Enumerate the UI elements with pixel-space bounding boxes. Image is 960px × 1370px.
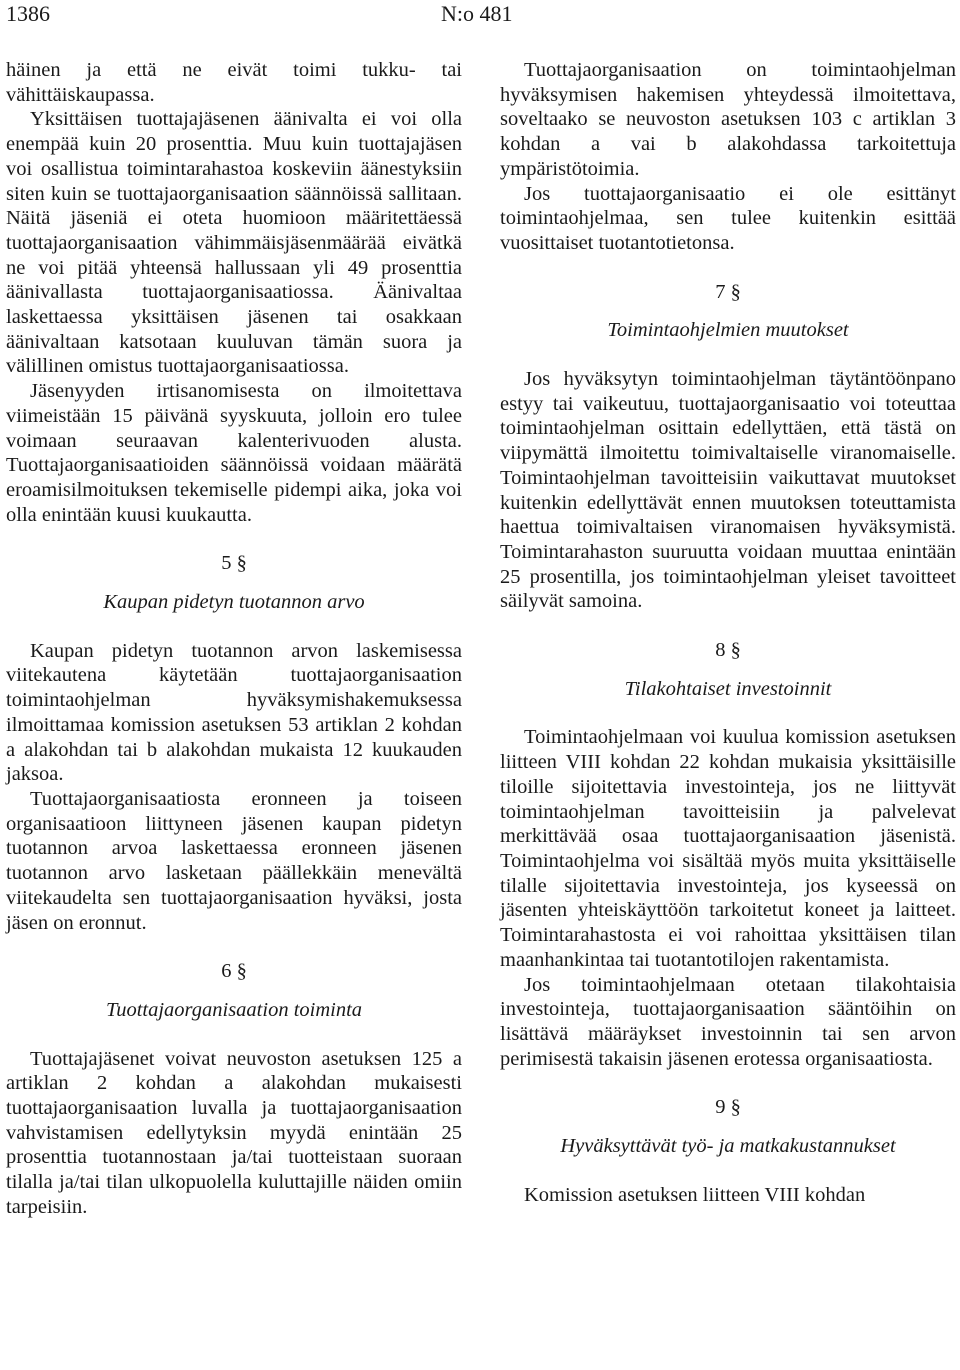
left-column — [6, 58, 462, 1220]
section-number: 5 § — [221, 552, 247, 575]
section-title: Hyväksyttävät työ- ja matkakustannukset — [560, 1135, 896, 1158]
paragraph: Jäsenyyden irtisanomisesta on ilmoitettava viimeistään 15 päivänä syyskuuta, jolloin ero tulee voimaan seuraavan kalenterivuoden alusta. Tuottajaorganisaatioiden säännöissä voidaan määrätä eroamisilmoituksen tekemiselle pidempi aika, joka voi olla enintään kuusi kuukautta. — [6, 380, 462, 526]
section-number: 6 § — [221, 960, 247, 983]
right-column — [500, 58, 956, 1207]
paragraph: Jos tuottajaorganisaatio ei ole esittänyt toimintaohjelmaa, sen tulee kuitenkin esittää vuosittaiset tuotantotietonsa. — [500, 182, 956, 254]
page-number: 1386 — [6, 1, 50, 26]
paragraph: Jos hyväksytyn toimintaohjelman täytäntöönpano estyy tai vaikeutuu, tuottajaorganisaatio voi toteuttaa toimintaohjelman osittain edellyttäen, että tästä on viipymättä ilmoitettu toimivaltaiselle viranomaiselle. Toimintaohjelman tavoitteisiin vaikuttavat muutokset kuitenkin edellyttävät ennen muutoksen toteuttamista haettua toimivaltaisen viranomaisen hyväksymistä. Toimintarahaston suuruutta voidaan muuttaa enintään 25 prosentilla, jos toimintaohjelman yleiset tavoitteet säilyvät samoina. — [500, 368, 956, 613]
section-title: Tilakohtaiset investoinnit — [624, 677, 832, 700]
section-number: 9 § — [715, 1096, 741, 1119]
paragraph: häinen ja että ne eivät toimi tukku- tai vähittäiskaupassa. — [6, 59, 462, 106]
section-number: 7 § — [715, 280, 741, 303]
paragraph: Toimintaohjelmaan voi kuulua komission asetuksen liitteen VIII kohdan 22 kohdan mukaisia yksittäisille tiloille sijoitettavia investointeja, jos ne liittyvät toimintaohjelman tavoitteisiin ja palvelevat merkittävää osaa tuottajaorganisaation jäsenistä. Toimintaohjelma voi sisältää myös muita yksittäiselle tilalle sijoitettavia investointeja, jos kyseessä on jäsenten yhteiskäyttöön tarkoitetut koneet ja laitteet. Toimintarahastosta ei voi rahoittaa yksittäisen tilan maanhankintaa tai tuotantotilojen rakentamista. — [500, 726, 956, 971]
paragraph: Yksittäisen tuottajajäsenen äänivalta ei voi olla enempää kuin 20 prosenttia. Muu kuin tuottajajäsen voi osallistua toimintarahastoa koskeviin äänestyksiin siten kuin se tuottajaorganisaation säännöissä sallitaan. Näitä jäseniä ei oteta huomioon määritettäessä tuottajaorganisaation vähimmäisjäsenmäärää eivätkä ne voi pitää yhteensä hallussaan yli 49 prosenttia äänivallasta tuottajaorganisaatiossa. Äänivaltaa laskettaessa yksittäisen jäsenen tai osakkaan äänivaltaan katsotaan kuuluvan tämän suora ja välillinen omistus tuottajaorganisaatiossa. — [6, 108, 462, 378]
paragraph: Jos toimintaohjelmaan otetaan tilakohtaisia investointeja, tuottajaorganisaation sääntöihin on lisättävä määräykset investoinnin tai sen arvon perimisestä takaisin jäsenen erotessa organisaatiosta. — [500, 973, 956, 1070]
section-number: 8 § — [715, 639, 741, 662]
paragraph: Komission asetuksen liitteen VIII kohdan — [524, 1183, 866, 1206]
section-title: Toimintaohjelmien muutokset — [607, 319, 849, 342]
paragraph: Tuottajaorganisaatiosta eronneen ja toiseen organisaatioon liittyneen jäsenen kaupan pidetyn tuotannon arvoa laskettaessa eronneen jäsenen tuotannon arvo lasketaan päällekkäin menevältä viitekaudelta sen tuottajaorganisaation hyväksi, josta jäsen on eronnut. — [6, 787, 462, 934]
section-title: Tuottajaorganisaation toiminta — [105, 998, 363, 1021]
paragraph: Tuottajajäsenet voivat neuvoston asetuksen 125 a artiklan 2 kohdan a alakohdan mukaisesti tuottajaorganisaation luvalla ja tuottajaorganisaation vahvistamisen edellytyksin myydä enintään 25 prosenttia tuotannostaan ja/tai tuotteistaan suoraan tilalla ja/tai tilan ulkopuolella kuluttajille näiden omiin tarpeisiin. — [6, 1047, 462, 1218]
document-number: N:o 481 — [441, 1, 513, 26]
paragraph: Tuottajaorganisaation on toimintaohjelman hyväksymisen hakemisen yhteydessä ilmoitettava, soveltaako se neuvoston asetuksen 103 c artiklan 3 kohdan a vai b alakohdassa tarkoitettuja ympäristötoimia. — [500, 59, 956, 180]
page-header — [6, 0, 954, 36]
paragraph: Kaupan pidetyn tuotannon arvon laskemisessa viitekautena käytetään tuottajaorganisaation toimintaohjelman hyväksymishakemuksessa ilmoittamaa komission asetuksen 53 artiklan 2 kohdan a alakohdan tai b alakohdan mukaista 12 kuukauden jaksoa. — [6, 639, 462, 786]
section-title: Kaupan pidetyn tuotannon arvo — [103, 591, 365, 614]
